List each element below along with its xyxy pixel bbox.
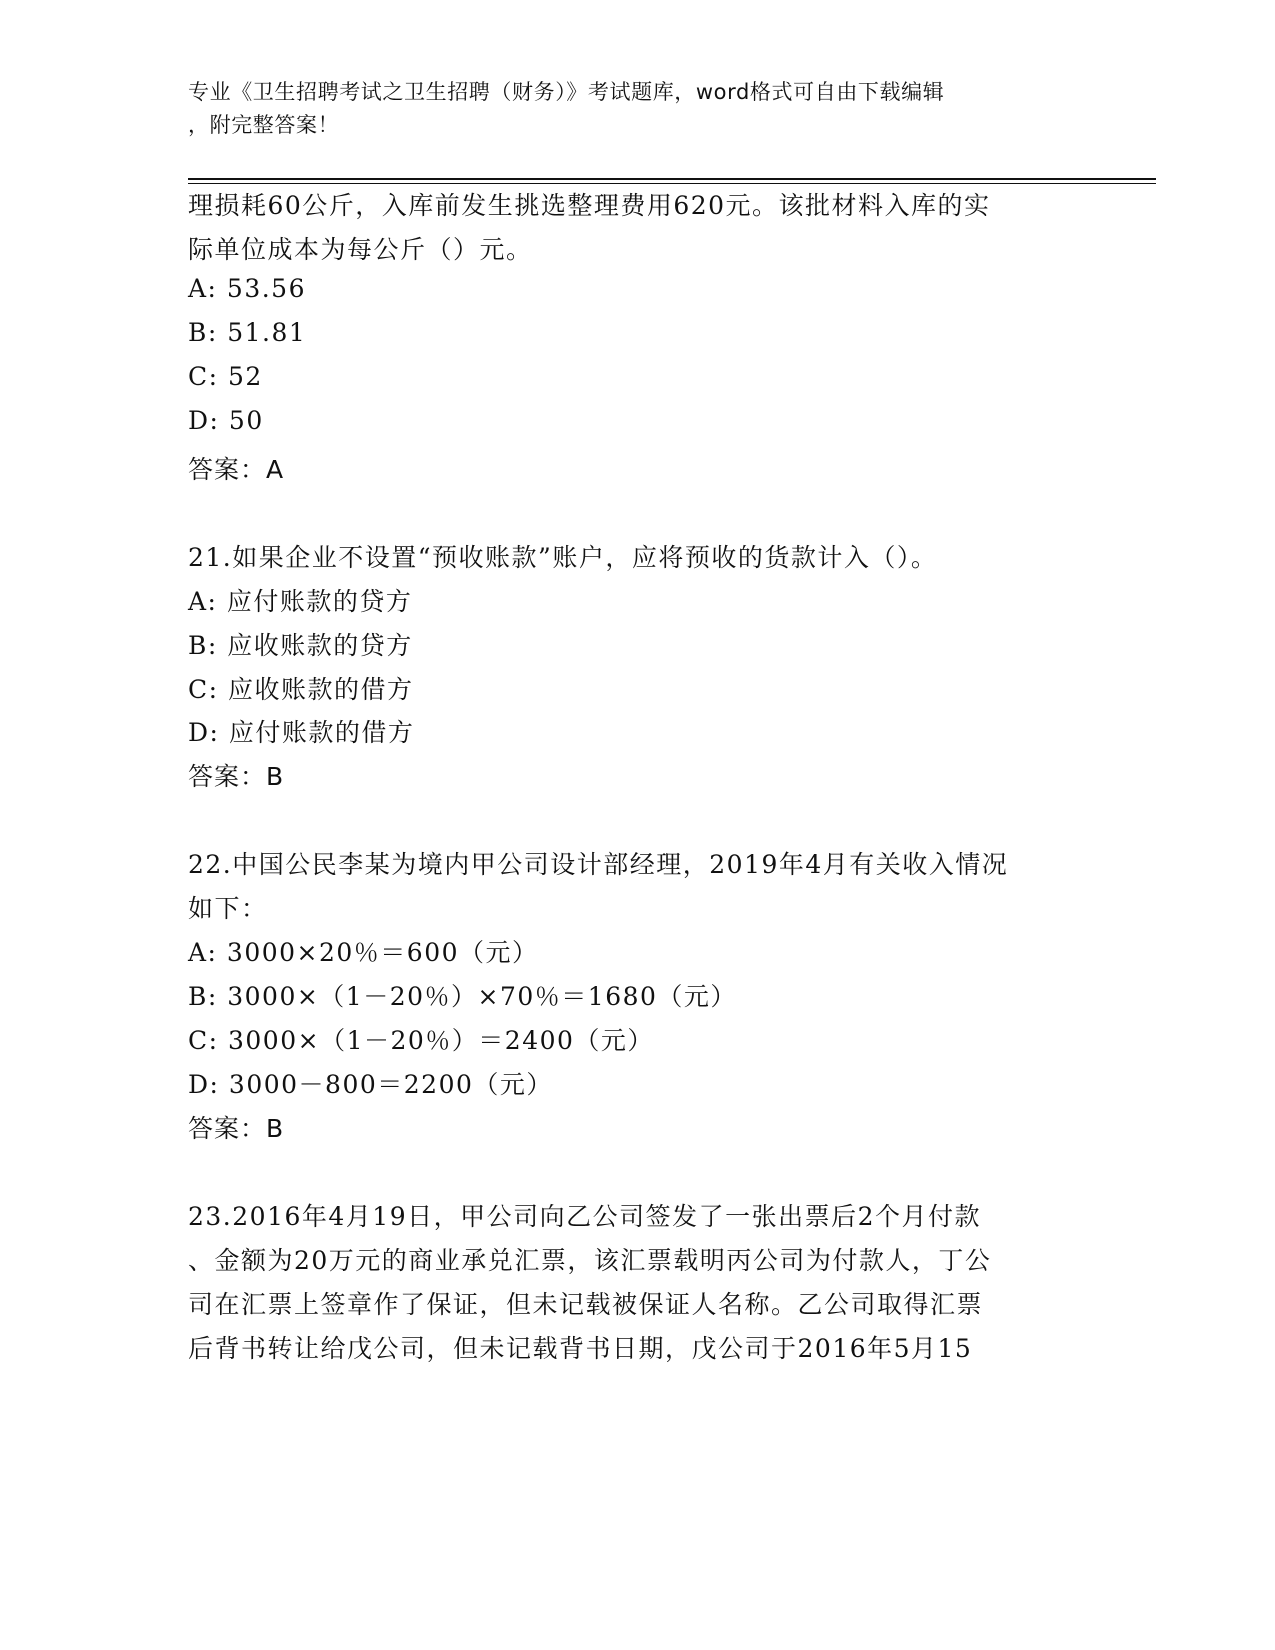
q20-stem-line-2: 际单位成本为每公斤（）元。	[188, 235, 533, 264]
q20-option-d: D: 50	[188, 406, 264, 435]
q20-option-a: A: 53.56	[188, 274, 306, 303]
header-divider-thin	[188, 183, 1156, 184]
q23-stem-line-3: 司在汇票上签章作了保证，但未记载被保证人名称。乙公司取得汇票	[188, 1290, 984, 1319]
q22-option-c: C: 3000×（1－20％）＝2400（元）	[188, 1026, 654, 1055]
q20-option-b: B: 51.81	[188, 318, 307, 347]
document-header	[188, 76, 1078, 142]
q21-option-b: B: 应收账款的贷方	[188, 631, 413, 660]
q22-stem-line-2: 如下：	[188, 894, 268, 923]
q20-stem-line-1: 理损耗60公斤，入库前发生挑选整理费用620元。该批材料入库的实	[188, 191, 991, 220]
q23-stem-line-4: 后背书转让给戊公司，但未记载背书日期，戊公司于2016年5月15	[188, 1334, 973, 1363]
q21-option-a: A: 应付账款的贷方	[188, 587, 413, 616]
header-divider-thick	[188, 178, 1156, 180]
header-line-1: 专业《卫生招聘考试之卫生招聘（财务）》考试题库，word格式可自由下载编辑	[188, 80, 945, 104]
q22-option-b: B: 3000×（1－20％）×70％＝1680（元）	[188, 982, 737, 1011]
q20-option-c: C: 52	[188, 362, 263, 391]
q22-answer: 答案：B	[188, 1114, 285, 1143]
q23-stem-line-1: 23.2016年4月19日，甲公司向乙公司签发了一张出票后2个月付款	[188, 1202, 982, 1231]
q22-stem-line-1: 22.中国公民李某为境内甲公司设计部经理，2019年4月有关收入情况	[188, 850, 1009, 879]
q20-answer: 答案：A	[188, 455, 285, 484]
q21-answer: 答案：B	[188, 762, 285, 791]
q21-stem-line-1: 21.如果企业不设置“预收账款”账户，应将预收的货款计入（）。	[188, 543, 938, 572]
header-line-2: ，附完整答案！	[188, 113, 340, 137]
q21-option-c: C: 应收账款的借方	[188, 675, 414, 704]
q21-option-d: D: 应付账款的借方	[188, 718, 415, 747]
q22-option-a: A: 3000×20％＝600（元）	[188, 938, 539, 967]
q23-stem-line-2: 、金额为20万元的商业承兑汇票，该汇票载明丙公司为付款人，丁公	[188, 1246, 992, 1275]
q22-option-d: D: 3000－800＝2200（元）	[188, 1070, 553, 1099]
